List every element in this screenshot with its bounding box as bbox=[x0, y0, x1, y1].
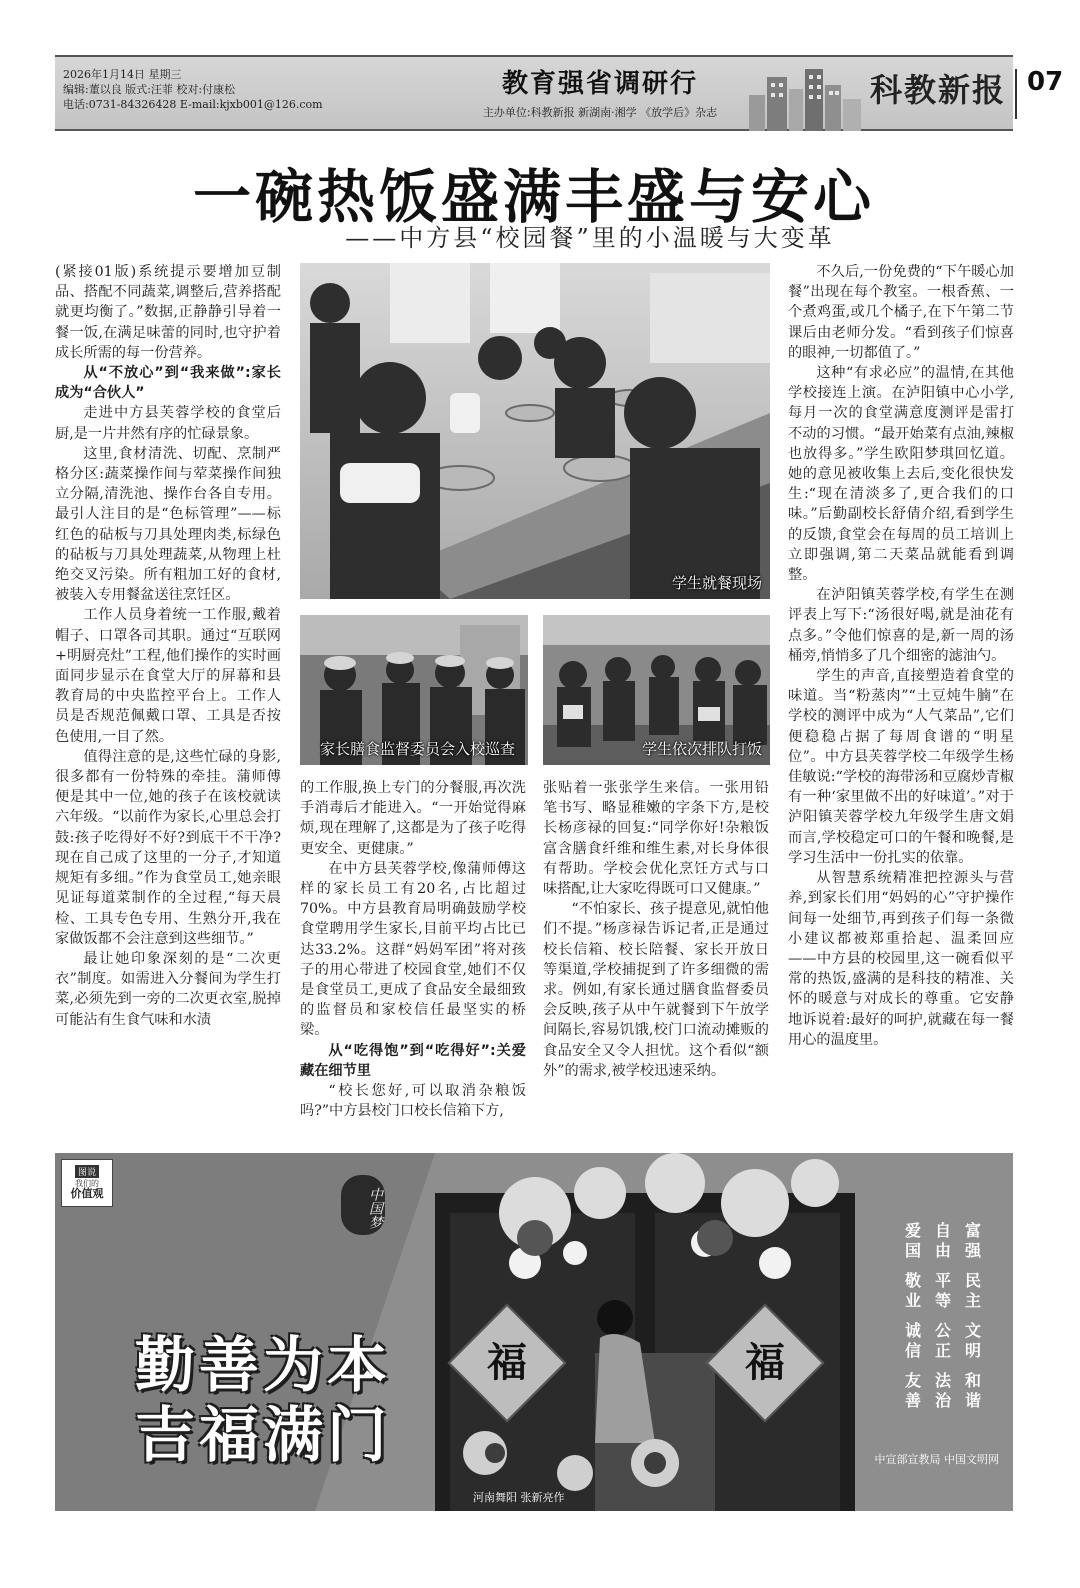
page-number: 07 bbox=[1027, 67, 1064, 97]
value-char: 强 bbox=[965, 1241, 982, 1260]
value-char: 友 bbox=[905, 1371, 922, 1390]
dining-scene-illustration bbox=[300, 263, 770, 599]
slogan-line-1: 勤善为本 bbox=[135, 1331, 391, 1401]
value-char: 业 bbox=[905, 1291, 922, 1310]
badge-small-text: 我们的 bbox=[75, 1179, 99, 1188]
value-char: 公 bbox=[935, 1321, 952, 1340]
poster-organizations: 中宣部宣教局 中国文明网 bbox=[874, 1453, 999, 1466]
poster-credit: 河南舞阳 张新亮作 bbox=[473, 1491, 565, 1504]
values-poster bbox=[55, 1153, 1013, 1511]
slogan-line-2: 吉福满门 bbox=[135, 1401, 391, 1471]
main-photo-caption: 学生就餐现场 bbox=[671, 574, 762, 592]
value-char: 由 bbox=[935, 1241, 952, 1260]
article-title: 一碗热饭盛满丰盛与安心 bbox=[192, 163, 875, 231]
right-photo-caption: 学生依次排队打饭 bbox=[641, 740, 762, 758]
article-subtitle: ——中方县“校园餐”里的小温暖与大变革 bbox=[345, 224, 835, 252]
value-char: 正 bbox=[935, 1341, 952, 1360]
value-char: 爱 bbox=[905, 1221, 922, 1240]
value-char: 谐 bbox=[965, 1391, 982, 1410]
value-char: 文 bbox=[965, 1321, 982, 1340]
value-char: 民 bbox=[965, 1271, 982, 1290]
badge-main-text: 价值观 bbox=[70, 1187, 104, 1200]
poster-slogan bbox=[135, 1331, 391, 1471]
header-meta bbox=[63, 67, 323, 112]
value-char: 治 bbox=[935, 1391, 952, 1410]
section-heading: 从“吃得饱”到“吃得好”:关爱藏在细节里 bbox=[300, 1042, 526, 1079]
header-divider bbox=[1015, 69, 1017, 119]
main-photo-students-dining bbox=[300, 263, 770, 599]
value-char: 主 bbox=[965, 1291, 982, 1310]
paragraph: 学生的声音,直接塑造着食堂的味道。当“粉蒸肉”“土豆炖牛腩”在学校的测评中成为“人气菜品”,它们便稳稳占据了每周食谱的“明星位”。中方县芙蓉学校二年级学生杨佳敏说:“学校的海带汤和豆腐炒青椒有一种‘家里做不出的好味道’。”对于泸阳镇芙蓉学校九年级学生唐文娟而言,学校稳定可口的午餐和晚餐,是学习生活中一份扎实的依靠。 bbox=[788, 668, 1014, 866]
paragraph: “不怕家长、孩子提意见,就怕他们不提。”杨彦禄告诉记者,正是通过校长信箱、校长陪餐、家长开放日等渠道,学校捕捉到了许多细微的需求。例如,有家长通过膳食监督委员会反映,孩子从中午就餐到下午放学间隔长,容易饥饿,校门口流动摊贩的食品安全又令人担忧。这个看似“额外”的需求,被学校迅速采纳。 bbox=[543, 901, 769, 1079]
paragraph: 这种“有求必应”的温情,在其他学校接连上演。在泸阳镇中心小学,每月一次的食堂满意度测评是雷打不动的习惯。“最开始菜有点油,辣椒也放得多。”学生欧阳梦琪回忆道。她的意见被收集上去后,变化很快发生:“现在清淡多了,更合我们的口味。”后勤副校长舒倩介绍,看到学生的反馈,食堂会在每周的员工培训上立即强调,第二天菜品就能看到调整。 bbox=[788, 365, 1014, 584]
article-column-2 bbox=[300, 778, 526, 1130]
values-column-2 bbox=[935, 1221, 951, 1411]
value-char: 明 bbox=[965, 1341, 982, 1360]
value-char: 富 bbox=[965, 1221, 982, 1240]
newspaper-name: 科教新报 bbox=[870, 71, 1007, 109]
paragraph: 从智慧系统精准把控源头与营养,到家长们用“妈妈的心”守护操作间每一处细节,再到孩子们每一条微小建议都被郑重拾起、温柔回应——中方县的校园里,这一碗看似平常的热饭,盛满的是科技的精准、关怀的暖意与对成长的尊重。它安静地诉说着:最好的呵护,就藏在每一餐用心的温度里。 bbox=[788, 870, 1014, 1048]
value-char: 信 bbox=[905, 1341, 922, 1360]
article-column-1 bbox=[55, 262, 281, 1130]
article-column-3 bbox=[543, 778, 769, 1130]
editors-line: 编辑:董以良 版式:汪菲 校对:付康松 bbox=[63, 83, 236, 96]
paragraph: 走进中方县芙蓉学校的食堂后厨,是一片井然有序的忙碌景象。 bbox=[55, 405, 281, 442]
issue-date: 2026年1月14日 星期三 bbox=[63, 68, 182, 81]
column-title: 教育强省调研行 bbox=[501, 69, 698, 99]
sponsors-line: 主办单位:科教新报 新湖南·湘学 《放学后》杂志 bbox=[482, 106, 718, 119]
value-char: 等 bbox=[935, 1291, 952, 1310]
city-skyline-icon bbox=[745, 65, 865, 131]
paragraph: 张贴着一张张学生来信。一张用铅笔书写、略显稚嫩的字条下方,是校长杨彦禄的回复:“同学你好!杂粮饭富含膳食纤维和维生素,对长身体很有帮助。学校会优化烹饪方式与口味搭配,让大家吃得既可口又健康。” bbox=[543, 780, 769, 898]
photo-students-queue bbox=[543, 615, 770, 765]
paragraph: (紧接01版)系统提示要增加豆制品、搭配不同蔬菜,调整后,营养搭配就更均衡了。”数据,正静静引导着一餐一饭,在满足味蕾的同时,也守护着成长所需的每一份营养。 bbox=[55, 264, 281, 361]
value-char: 国 bbox=[905, 1241, 922, 1260]
value-char: 和 bbox=[965, 1371, 982, 1390]
paragraph: 不久后,一份免费的“下午暖心加餐”出现在每个教室。一根香蕉、一个煮鸡蛋,或几个橘子,在下午第二节课后由老师分发。“看到孩子们惊喜的眼神,一切都值了。” bbox=[788, 264, 1014, 361]
paragraph: 在泸阳镇芙蓉学校,有学生在测评表上写下:“汤很好喝,就是油花有点多。”令他们惊喜的是,新一周的汤桶旁,悄悄多了几个细密的滤油勺。 bbox=[788, 587, 1014, 664]
paragraph: “校长您好,可以取消杂粮饭吗?”中方县校门口校长信箱下方, bbox=[300, 1083, 526, 1120]
core-values-grid bbox=[905, 1221, 981, 1411]
value-char: 自 bbox=[935, 1221, 952, 1240]
poster-badge bbox=[61, 1159, 113, 1207]
fu-character-right: 福 bbox=[745, 1339, 785, 1386]
values-column-3 bbox=[905, 1221, 921, 1411]
badge-tag: 图说 bbox=[75, 1165, 99, 1178]
article-column-4 bbox=[788, 262, 1014, 1130]
value-char: 善 bbox=[905, 1391, 922, 1410]
page-header bbox=[55, 55, 1064, 131]
paragraph: 值得注意的是,这些忙碌的身影,很多都有一份特殊的牵挂。蒲师傅便是其中一位,她的孩子在该校就读六年级。“以前作为家长,心里总会打鼓:孩子吃得好不好?到底干不干净?现在自己成了这里的一分子,才知道规矩有多细。”作为食堂员工,她亲眼见证每道菜制作的全过程,“每天晨检、工具专色专用、生熟分开,我在家做饭都不会注意到这些细节。” bbox=[55, 748, 281, 947]
paragraph: 工作人员身着统一工作服,戴着帽子、口罩各司其职。通过“互联网+明厨亮灶”工程,他们操作的实时画面同步显示在食堂大厅的屏幕和县教育局的中央监控平台上。工作人员是否规范佩戴口罩、工具是否按色使用,一目了然。 bbox=[55, 607, 281, 745]
photo-parent-committee-inspection bbox=[300, 615, 528, 765]
value-char: 法 bbox=[935, 1371, 952, 1390]
values-column-1 bbox=[965, 1221, 981, 1411]
left-photo-caption: 家长膳食监督委员会入校巡查 bbox=[320, 740, 516, 758]
section-heading: 从“不放心”到“我来做”:家长成为“合伙人” bbox=[55, 365, 281, 402]
paragraph: 在中方县芙蓉学校,像蒲师傅这样的家长员工有20名,占比超过70%。中方县教育局明确鼓励学校食堂聘用学生家长,目前平均占比已达33.2%。这群“妈妈军团”将对孩子的用心带进了校园食堂,她们不仅是食堂员工,更成了食品安全最细致的监督员和家校信任最坚实的桥梁。 bbox=[300, 860, 526, 1039]
china-dream-seal: 中国梦 bbox=[341, 1175, 385, 1235]
contact-line: 电话:0731-84326428 E-mail:kjxb001@126.com bbox=[63, 98, 323, 111]
paragraph: 最让她印象深刻的是“二次更衣”制度。如需进入分餐间为学生打菜,必须先到一旁的二次更衣室,脱掉可能沾有生食气味和水渍 bbox=[55, 950, 281, 1028]
paragraph: 的工作服,换上专门的分餐服,再次洗手消毒后才能进入。“一开始觉得麻烦,现在理解了,这都是为了孩子吃得更安全、更健康。” bbox=[300, 780, 526, 857]
value-char: 诚 bbox=[905, 1321, 922, 1340]
value-char: 敬 bbox=[905, 1271, 922, 1290]
column-heading bbox=[455, 63, 745, 120]
value-char: 平 bbox=[935, 1271, 952, 1290]
fu-character-left: 福 bbox=[487, 1339, 527, 1386]
paragraph: 这里,食材清洗、切配、烹制严格分区:蔬菜操作间与荤菜操作间独立分隔,清洗池、操作台各自专用。最引人注目的是“色标管理”——标红色的砧板与刀具处理肉类,标绿色的砧板与刀具处理蔬菜,从物理上杜绝交叉污染。所有粗加工好的食材,被装入专用餐盆送往烹饪区。 bbox=[55, 445, 281, 604]
